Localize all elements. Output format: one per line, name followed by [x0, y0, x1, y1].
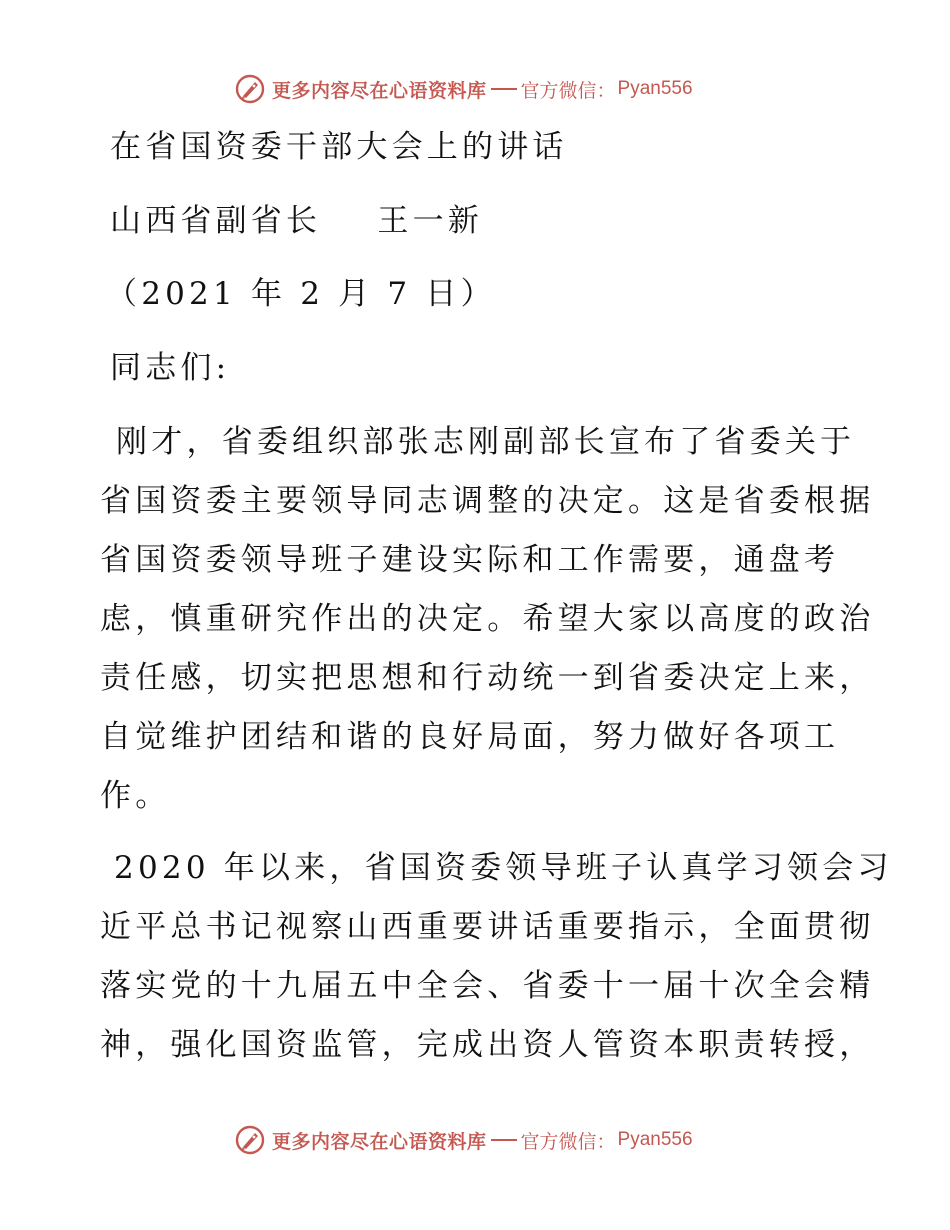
paragraph-line: 自觉维护团结和谐的良好局面，努力做好各项工 [100, 719, 840, 755]
paragraph-line: 省国资委领导班子建设实际和工作需要，通盘考 [100, 542, 840, 578]
banner-dash [491, 1139, 517, 1141]
footer-banner [234, 1123, 693, 1157]
header-banner [234, 72, 693, 106]
document-date: （2021 年 2 月 7 日） [106, 276, 496, 312]
banner-brand-text: 更多内容尽在心语资料库 [272, 1130, 487, 1153]
banner-wechat-label: 官方微信： [520, 79, 616, 102]
paragraph-line: 近平总书记视察山西重要讲话重要指示，全面贯彻 [100, 909, 875, 945]
paragraph-line: 作。 [100, 778, 171, 814]
banner-dash [491, 88, 517, 90]
document-salutation: 同志们: [110, 350, 231, 386]
banner-wechat-id: Pyan556 [617, 78, 693, 99]
pen-nib-logo-icon [234, 73, 266, 105]
paragraph-line: 2020 年以来，省国资委领导班子认真学习领会习 [100, 850, 893, 886]
paragraph-line: 刚才，省委组织部张志刚副部长宣布了省委关于 [102, 424, 856, 460]
banner-wechat-label: 官方微信： [520, 1130, 616, 1153]
document-title: 在省国资委干部大会上的讲话 [110, 129, 568, 165]
pen-nib-logo-icon [234, 1124, 266, 1156]
paragraph-line: 虑，慎重研究作出的决定。希望大家以高度的政治 [100, 601, 875, 637]
banner-wechat-id: Pyan556 [617, 1129, 693, 1150]
paragraph-line: 落实党的十九届五中全会、省委十一届十次全会精 [100, 968, 875, 1004]
banner-brand-text: 更多内容尽在心语资料库 [272, 79, 487, 102]
paragraph-line: 责任感，切实把思想和行动统一到省委决定上来， [100, 660, 875, 696]
paragraph-line: 神，强化国资监管，完成出资人管资本职责转授， [100, 1027, 875, 1063]
document-author: 山西省副省长 王一新 [110, 203, 484, 239]
paragraph-line: 省国资委主要领导同志调整的决定。这是省委根据 [100, 483, 875, 519]
